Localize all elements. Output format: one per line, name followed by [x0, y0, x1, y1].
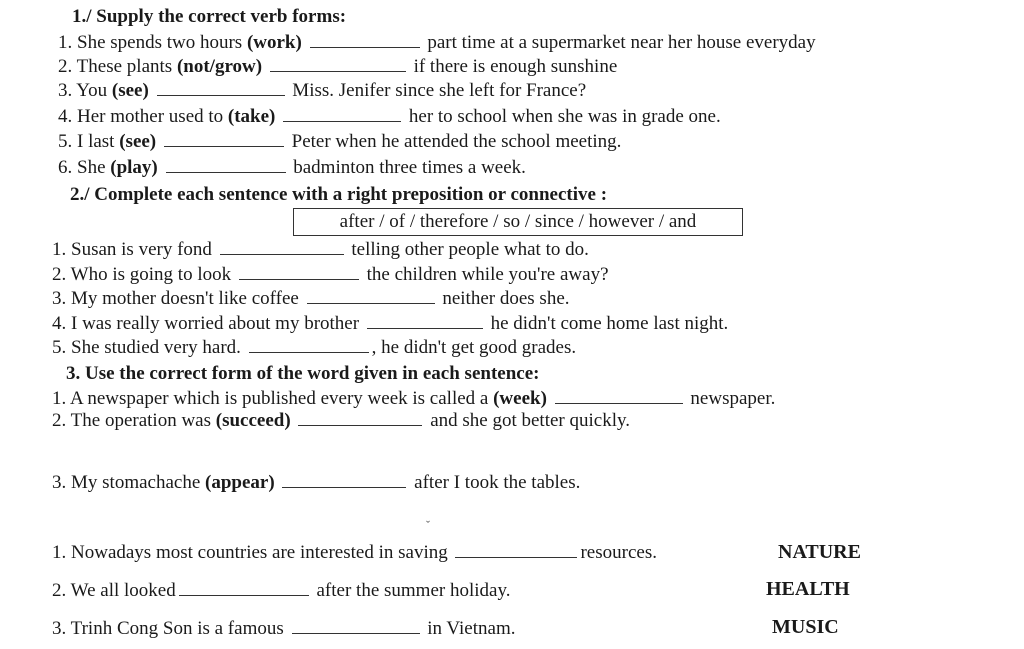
item-text-after: badminton three times a week.: [293, 157, 526, 178]
item-number: 4.: [58, 106, 73, 127]
item-text-after: in Vietnam.: [427, 618, 516, 639]
item-text: We all looked: [70, 580, 176, 601]
item-text-after: the children while you're away?: [366, 264, 609, 285]
item-text-after: resources.: [580, 542, 657, 563]
answer-blank[interactable]: [283, 107, 401, 122]
item-number: 2.: [52, 580, 67, 601]
item-text: I was really worried about my brother: [71, 313, 360, 334]
answer-blank[interactable]: [310, 33, 420, 48]
keyword-music: MUSIC: [772, 616, 839, 638]
stray-mark-icon: ˇ: [426, 518, 430, 532]
answer-blank[interactable]: [220, 240, 344, 255]
item-text-after: if there is enough sunshine: [413, 56, 618, 77]
item-text-after: , he didn't get good grades.: [371, 337, 577, 358]
item-text: A newspaper which is published every week is called a: [69, 388, 494, 409]
section3-heading: 3. Use the correct form of the word given in each sentence:: [66, 363, 540, 384]
item-number: 3.: [58, 80, 73, 101]
item-number: 1.: [52, 239, 67, 260]
answer-blank[interactable]: [166, 158, 286, 173]
word-hint: (week): [493, 388, 547, 409]
s1-item-6: [58, 157, 526, 179]
answer-blank[interactable]: [270, 57, 406, 72]
item-number: 2.: [52, 264, 67, 285]
item-number: 1.: [52, 542, 67, 563]
item-text-after: her to school when she was in grade one.: [408, 106, 721, 127]
section2-heading: 2./ Complete each sentence with a right preposition or connective :: [70, 184, 608, 205]
answer-blank[interactable]: [157, 81, 285, 96]
word-hint: (appear): [205, 472, 275, 493]
answer-blank[interactable]: [164, 132, 284, 147]
answer-blank[interactable]: [249, 338, 369, 353]
item-text-after: Peter when he attended the school meeting.: [291, 131, 622, 152]
item-text: The operation was: [70, 410, 216, 431]
verb-hint: (work): [246, 32, 302, 53]
item-number: 2.: [52, 410, 67, 431]
item-text-after: after I took the tables.: [414, 472, 581, 493]
answer-blank[interactable]: [455, 543, 577, 558]
item-number: 1.: [52, 388, 67, 409]
item-number: 6.: [58, 157, 73, 178]
item-text-after: newspaper.: [690, 388, 776, 409]
item-number: 3.: [52, 618, 67, 639]
keyword-nature: NATURE: [778, 541, 861, 563]
verb-hint: (play): [110, 157, 158, 178]
item-text-after: after the summer holiday.: [316, 580, 511, 601]
item-text-after: neither does she.: [442, 288, 570, 309]
s1-item-2: [58, 56, 617, 78]
verb-hint: (not/grow): [176, 56, 263, 77]
item-number: 4.: [52, 313, 67, 334]
verb-hint: (see): [111, 80, 149, 101]
item-number: 5.: [58, 131, 73, 152]
answer-blank[interactable]: [555, 389, 683, 404]
item-text: Susan is very fond: [71, 239, 212, 260]
item-text-after: telling other people what to do.: [351, 239, 589, 260]
item-text: Her mother used to: [77, 106, 228, 127]
keyword-health: HEALTH: [766, 578, 850, 600]
item-text: Nowadays most countries are interested in saving: [71, 542, 448, 563]
item-number: 5.: [52, 337, 67, 358]
s1-item-5: [58, 131, 621, 153]
s4-item-3: [52, 618, 515, 640]
item-text: Who is going to look: [70, 264, 232, 285]
item-text: She studied very hard.: [71, 337, 241, 358]
item-text-after: part time at a supermarket near her house everyday: [427, 32, 816, 53]
s2-item-3: [52, 288, 570, 310]
item-text: My mother doesn't like coffee: [71, 288, 299, 309]
word-hint: (succeed): [215, 410, 291, 431]
item-number: 3.: [52, 288, 67, 309]
s4-item-1: [52, 542, 657, 564]
s3-item-1: [52, 388, 775, 410]
item-number: 2.: [58, 56, 73, 77]
answer-blank[interactable]: [298, 411, 422, 426]
item-text: These plants: [76, 56, 177, 77]
item-text: She spends two hours: [77, 32, 247, 53]
answer-blank[interactable]: [282, 473, 406, 488]
item-text: I last: [77, 131, 120, 152]
item-text-after: and she got better quickly.: [430, 410, 630, 431]
s2-item-5: [52, 337, 576, 359]
item-text: You: [76, 80, 112, 101]
item-text-after: he didn't come home last night.: [490, 313, 729, 334]
s1-item-3: [58, 80, 586, 102]
s3-item-3: [52, 472, 580, 494]
s2-item-2: [52, 264, 609, 286]
s1-item-4: [58, 106, 721, 128]
item-number: 3.: [52, 472, 67, 493]
s2-item-4: [52, 313, 728, 335]
answer-blank[interactable]: [179, 581, 309, 596]
answer-blank[interactable]: [292, 619, 420, 634]
answer-blank[interactable]: [307, 289, 435, 304]
s4-item-2: [52, 580, 510, 602]
verb-hint: (take): [227, 106, 276, 127]
s1-item-1: [58, 32, 816, 54]
s2-item-1: [52, 239, 589, 261]
answer-blank[interactable]: [239, 265, 359, 280]
item-text: Trinh Cong Son is a famous: [70, 618, 284, 639]
section1-heading: 1./ Supply the correct verb forms:: [72, 6, 347, 27]
s3-item-2: [52, 410, 630, 432]
item-number: 1.: [58, 32, 73, 53]
item-text: My stomachache: [71, 472, 206, 493]
word-box: after / of / therefore / so / since / however / and: [293, 208, 743, 236]
answer-blank[interactable]: [367, 314, 483, 329]
verb-hint: (see): [119, 131, 157, 152]
item-text: She: [77, 157, 111, 178]
item-text-after: Miss. Jenifer since she left for France?: [292, 80, 587, 101]
